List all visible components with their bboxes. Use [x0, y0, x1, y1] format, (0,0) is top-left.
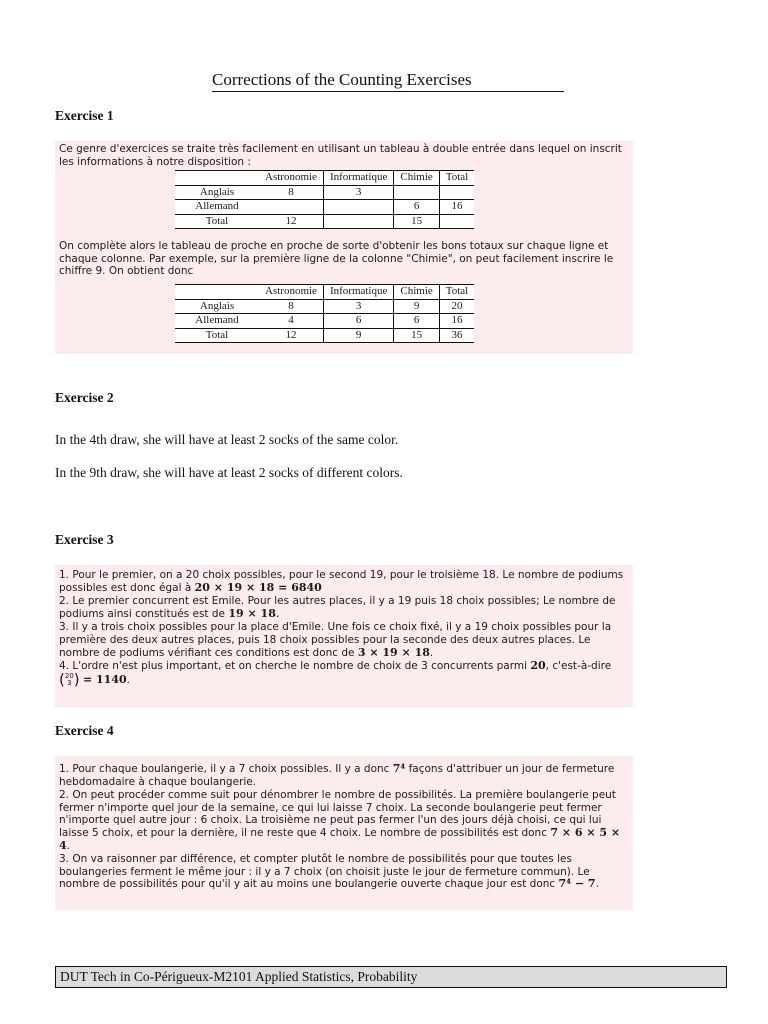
table-row: Anglais 8 3: [175, 185, 474, 200]
table-completed: [175, 284, 474, 343]
table-initial: [175, 170, 474, 229]
exercise-4-item-3: 3. On va raisonner par différence, et compter plutôt le nombre de possibilités pour que toutes les boulangeries ferment le même jour : il y a 7 choix (on choisit juste le jour de fermeture commun). Le nombre de possibilités pour qu'il y ait au moins une boulangerie ouverte chaque jour est donc 7⁴ − 7.: [59, 853, 599, 891]
exercise-2-line-2: In the 9th draw, she will have at least 2 socks of different colors.: [55, 465, 403, 480]
exercise-2-line-1: In the 4th draw, she will have at least 2 socks of the same color.: [55, 432, 399, 447]
table-header-row: Astronomie Informatique Chimie Total: [175, 171, 474, 186]
exercise-4-heading: Exercise 4: [55, 723, 114, 738]
table-header-row: Astronomie Informatique Chimie Total: [175, 285, 474, 300]
table-row: Total 12 15: [175, 214, 474, 229]
exercise-1-middle: On complète alors le tableau de proche en proche de sorte d'obtenir les bons totaux sur chaque ligne et chaque colonne. Par exemple, sur la première ligne de la colonne "Chimie", on peut facilement inscrire le chiffre 9. On obtient donc: [59, 240, 614, 278]
exercise-1-heading: Exercise 1: [55, 108, 114, 123]
exercise-3-item-1: 1. Pour le premier, on a 20 choix possibles, pour le second 19, pour le troisième 18. Le nombre de podiums possibles est donc égal à 20 × 19 × 18 = 6840: [59, 569, 624, 594]
table-row: Allemand 4 6 6 16: [175, 314, 474, 329]
exercise-4-item-2: 2. On peut procéder comme suit pour dénombrer le nombre de possibilités. La première boulangerie peut fermer n'importe quel jour de la semaine, ce qui lui laisse 7 choix. La seconde boulangerie peut fermer n'importe quel autre jour : 6 choix. La troisième ne peut pas fermer l'un des jours déjà choisi, ce qui lui laisse 5 choix, et pour la dernière, il ne reste que 4 choix. Le nombre de possibilités est donc 7 × 6 × 5 × 4.: [59, 789, 621, 852]
binomial-coefficient: ( 20 3 ): [59, 670, 80, 689]
exercise-4-box: [55, 756, 633, 910]
exercise-3-item-2: 2. Le premier concurrent est Emile. Pour les autres places, il y a 19 puis 18 choix possibles; Le nombre de podiums ainsi constitués est de 19 × 18.: [59, 595, 616, 620]
table-row: Allemand 6 16: [175, 200, 474, 215]
exercise-3-item-4: 4. L'ordre n'est plus important, et on cherche le nombre de choix de 3 concurrents parmi 20, c'est-à-dire ( 20 3 ) = 1140.: [59, 659, 612, 689]
exercise-1-intro: Ce genre d'exercices se traite très facilement en utilisant un tableau à double entrée dans lequel on inscrit les informations à notre disposition :: [59, 143, 622, 168]
exercise-3-heading: Exercise 3: [55, 532, 114, 547]
page-footer: DUT Tech in Co-Périgueux-M2101 Applied Statistics, Probability: [55, 966, 727, 988]
exercise-2-heading: Exercise 2: [55, 390, 114, 405]
exercise-3-item-3: 3. Il y a trois choix possibles pour la place d'Emile. Une fois ce choix fixé, il y a 19 choix possibles pour la première des deux autres places, puis 18 choix possibles pour la seconde des deux autres places. Le nombre de podiums vérifiant ces conditions est donc de 3 × 19 × 18.: [59, 621, 612, 659]
page-title: Corrections of the Counting Exercises: [212, 70, 564, 92]
table-row: Anglais 8 3 9 20: [175, 299, 474, 314]
exercise-3-box: [55, 565, 633, 707]
table-row: Total 12 9 15 36: [175, 328, 474, 343]
exercise-4-item-1: 1. Pour chaque boulangerie, il y a 7 choix possibles. Il y a donc 7⁴ façons d'attribuer un jour de fermeture hebdomadaire à chaque boulangerie.: [59, 762, 615, 788]
exercise-1-box: [55, 141, 633, 354]
